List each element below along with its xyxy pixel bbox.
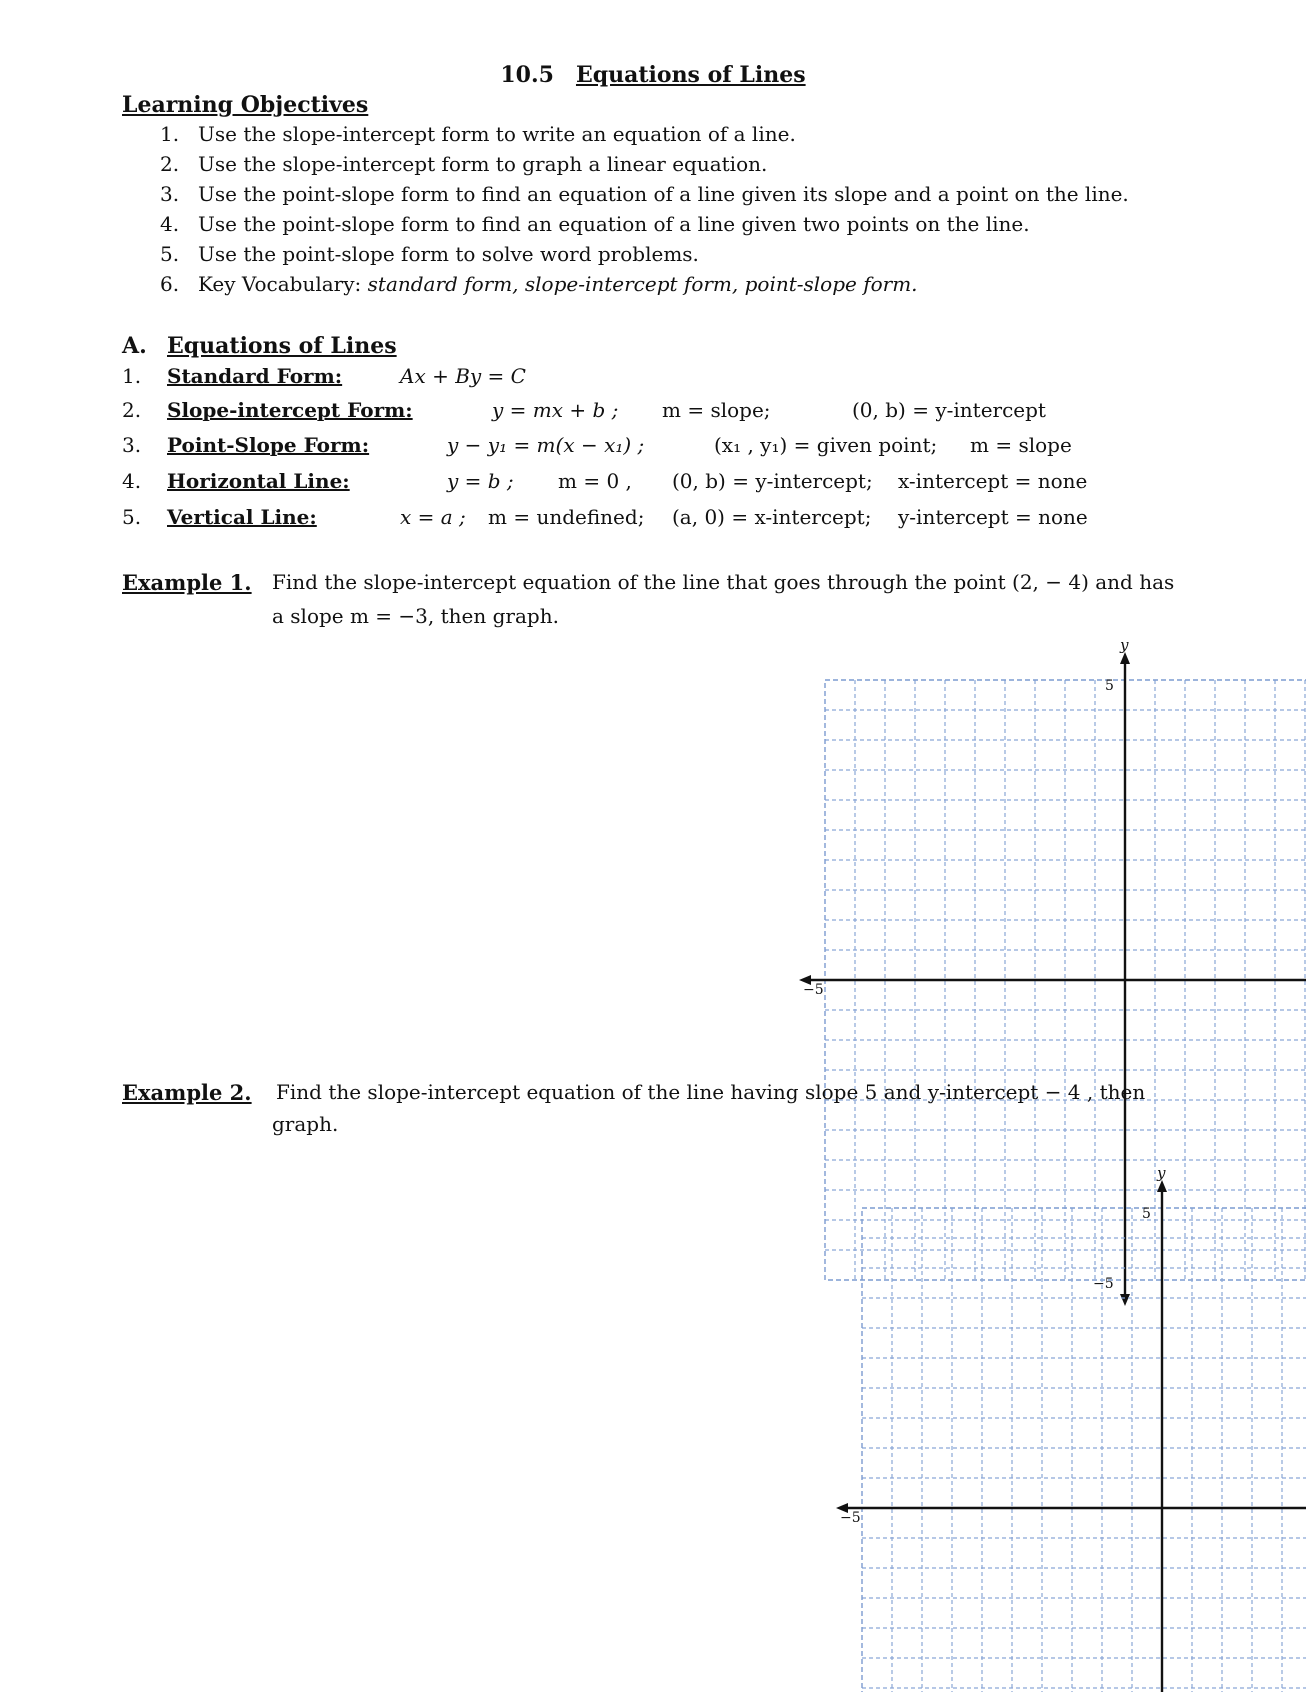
objective-item: 1. Use the slope-intercept form to write an equation of a line. <box>160 122 796 146</box>
form-row-vertical: 5. Vertical Line: x = a ; m = undefined; (a, 0) = x-intercept; y-intercept = none <box>122 505 1088 529</box>
key-vocabulary: 6. Key Vocabulary: standard form, slope-intercept form, point-slope form. <box>160 272 918 296</box>
y-axis-label: y <box>1157 1164 1166 1182</box>
learning-objectives-heading: Learning Objectives <box>122 92 369 118</box>
example-2-text-line1: Find the slope-intercept equation of the line having slope 5 and y-intercept − 4 , then <box>276 1080 1146 1104</box>
form-row-standard: 1. Standard Form: Ax + By = C <box>122 364 526 388</box>
tick-label: 5 <box>1105 678 1114 694</box>
y-axis-label: y <box>1120 636 1129 654</box>
example-1-text-line2: a slope m = −3, then graph. <box>272 604 559 628</box>
tick-label: −5 <box>803 982 824 998</box>
tick-label: −5 <box>840 1510 861 1526</box>
example-1-label: Example 1. <box>122 570 252 595</box>
example-1-text-line1: Find the slope-intercept equation of the line that goes through the point (2, − 4) and has <box>272 570 1175 594</box>
page-title <box>0 62 1306 88</box>
objective-item: 4. Use the point-slope form to find an equation of a line given two points on the line. <box>160 212 1030 236</box>
tick-label: 5 <box>1142 1206 1151 1222</box>
section-title: Equations of Lines <box>575 62 806 88</box>
objective-item: 2. Use the slope-intercept form to graph a linear equation. <box>160 152 768 176</box>
section-number: 10.5 <box>500 62 554 88</box>
example-2-text-line2: graph. <box>272 1112 339 1136</box>
example-2-label: Example 2. <box>122 1080 252 1105</box>
form-row-horizontal: 4. Horizontal Line: y = b ; m = 0 , (0, b) = y-intercept; x-intercept = none <box>122 469 1088 493</box>
section-a-heading: A. Equations of Lines <box>122 333 397 359</box>
example-1-graph[interactable] <box>803 636 1180 1292</box>
example-2-graph[interactable] <box>840 1164 1217 1543</box>
tick-label: −5 <box>1093 1276 1114 1292</box>
objective-item: 5. Use the point-slope form to solve word problems. <box>160 242 699 266</box>
form-row-slope-intercept: 2. Slope-intercept Form: y = mx + b ; m = slope; (0, b) = y-intercept <box>122 398 1046 422</box>
objective-item: 3. Use the point-slope form to find an equation of a line given its slope and a point on the line. <box>160 182 1129 206</box>
form-row-point-slope: 3. Point-Slope Form: y − y₁ = m(x − x₁) ; (x₁ , y₁) = given point; m = slope <box>122 433 1072 457</box>
